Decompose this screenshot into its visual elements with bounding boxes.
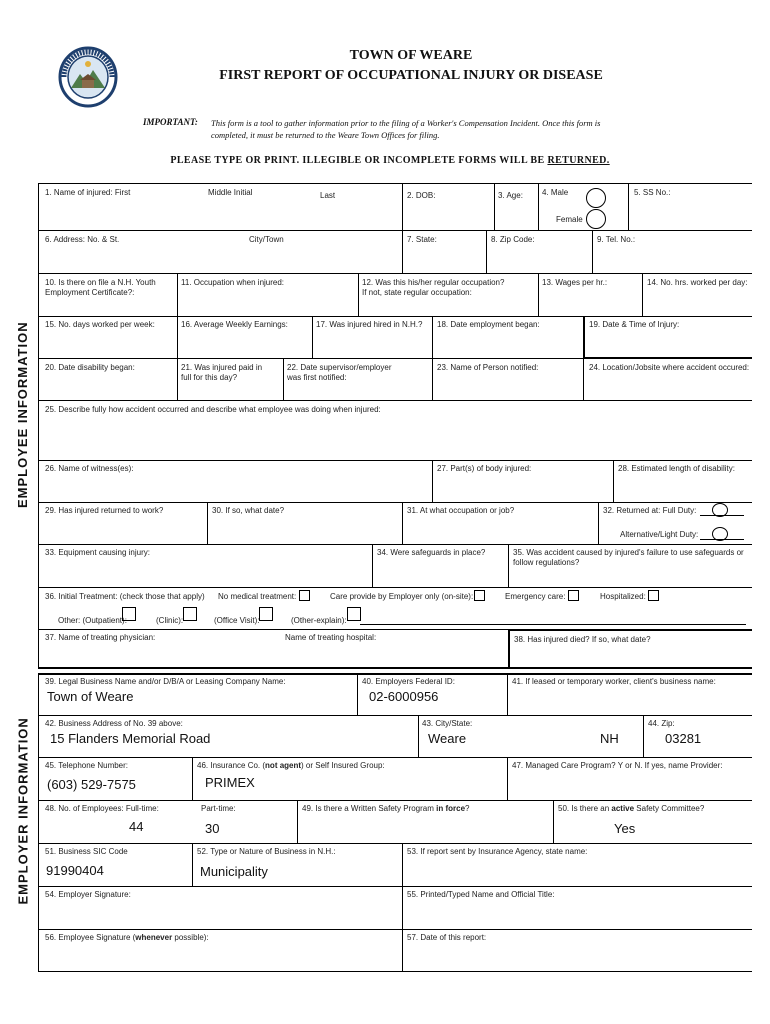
important-text: This form is a tool to gather information prior to the filing of a Worker's Compensation Incident. Once this form is completed, it must be returned to the Weare Town Offices for filing. [211,118,601,140]
field-50-label-b: active [611,804,635,813]
safety-committee-value[interactable]: Yes [614,821,636,836]
city-value[interactable]: Weare [428,731,467,746]
state-value[interactable]: NH [600,731,619,746]
field-22-label: 22. Date supervisor/employer was first notified: [287,363,392,382]
field-5-label: 5. SS No.: [634,188,671,197]
form-title: TOWN OF WEARE [349,48,473,63]
field-50-label-c: Safety Committee? [634,804,705,813]
field-24-label: 24. Location/Jobsite where accident occured: [589,363,750,372]
sic-code-value[interactable]: 91990404 [46,863,104,878]
business-address-value[interactable]: 15 Flanders Memorial Road [50,731,211,746]
field-1-label: 1. Name of injured: First [45,188,131,197]
business-type-value[interactable]: Municipality [200,864,268,879]
treatment-office-label: (Office Visit): [214,616,260,625]
field-4-label: 4. Male [542,188,569,197]
treatment-outpatient-checkbox[interactable] [122,607,136,621]
field-4-female-label: Female [556,215,583,224]
field-28-label: 28. Estimated length of disability: [618,464,735,473]
field-13-label: 13. Wages per hr.: [542,278,608,287]
field-10-label: 10. Is there on file a N.H. Youth Employment Certificate?: [45,278,156,297]
federal-id-value[interactable]: 02-6000956 [369,689,439,704]
field-50-label [558,804,704,814]
field-46-label-c: ) or Self Insured Group: [301,761,385,770]
treatment-clinic-checkbox[interactable] [183,607,197,621]
field-17-label: 17. Was injured hired in N.H.? [316,320,423,329]
field-6-city-label: City/Town [249,235,284,244]
treatment-emergency-checkbox[interactable] [568,590,579,601]
female-radio[interactable] [586,209,606,229]
field-1-last-label: Last [320,191,336,200]
field-11-label: 11. Occupation when injured: [181,278,285,287]
treatment-other-label: (Other-explain): [291,616,347,625]
field-47-label: 47. Managed Care Program? Y or N. If yes, name Provider: [512,761,723,770]
treatment-hospitalized-checkbox[interactable] [648,590,659,601]
field-18-label: 18. Date employment began: [437,320,540,329]
telephone-value[interactable]: (603) 529-7575 [47,777,136,792]
field-8-label: 8. Zip Code: [491,235,535,244]
field-55-label: 55. Printed/Typed Name and Official Title: [407,890,555,899]
field-53-label: 53. If report sent by Insurance Agency, state name: [407,847,588,856]
field-54-label: 54. Employer Signature: [45,890,131,899]
treatment-none-checkbox[interactable] [299,590,310,601]
field-49-label-c: ? [465,804,470,813]
field-49-label [302,804,470,814]
field-29-label: 29. Has injured returned to work? [45,506,164,515]
field-50-label-a: 50. Is there an [558,804,612,813]
field-26-label: 26. Name of witness(es): [45,464,134,473]
field-45-label: 45. Telephone Number: [45,761,129,770]
field-3-label: 3. Age: [498,191,523,200]
field-2-label: 2. DOB: [407,191,436,200]
field-32-alt-label: Alternative/Light Duty: [620,530,699,539]
important-label: IMPORTANT: [143,117,198,127]
field-49-label-a: 49. Is there a Written Safety Program [302,804,437,813]
field-46-label-b: not agent [265,761,302,770]
field-43-label: 43. City/State: [422,719,473,728]
field-56-label-c: possible): [172,933,209,942]
field-9-label: 9. Tel. No.: [597,235,636,244]
fulltime-employees-value[interactable]: 44 [129,819,144,834]
employee-section-label: EMPLOYEE INFORMATION [15,321,30,508]
treatment-employer-checkbox[interactable] [474,590,485,601]
instructions [0,155,770,166]
field-35-label: 35. Was accident caused by injured's failure to use safeguards or follow regulations? [513,548,744,567]
insurance-value[interactable]: PRIMEX [205,775,255,790]
employer-section-label: EMPLOYER INFORMATION [15,717,31,905]
business-name-value[interactable]: Town of Weare [47,689,134,704]
field-49-label-b: in force [436,804,466,813]
field-19-label: 19. Date & Time of Injury: [589,320,680,329]
field-14-label: 14. No. hrs. worked per day: [647,278,748,287]
field-31-label: 31. At what occupation or job? [407,506,515,515]
treatment-hospitalized-label: Hospitalized: [600,592,646,601]
field-48-label: 48. No. of Employees: Full-time: [45,804,159,813]
field-39-label: 39. Legal Business Name and/or D/B/A or Leasing Company Name: [45,677,286,686]
field-7-label: 7. State: [407,235,437,244]
field-56-label-b: whenever [135,933,173,942]
treatment-emergency-label: Emergency care: [505,592,566,601]
field-51-label: 51. Business SIC Code [45,847,128,856]
field-40-label: 40. Employers Federal ID: [362,677,455,686]
field-56-label [45,933,209,943]
instructions-prefix: PLEASE TYPE OR PRINT. ILLEGIBLE OR INCOMPLETE FORMS WILL BE [170,155,548,166]
field-30-label: 30. If so, what date? [212,506,285,515]
field-38-label: 38. Has injured died? If so, what date? [514,635,651,644]
form-subtitle: FIRST REPORT OF OCCUPATIONAL INJURY OR DISEASE [219,68,603,83]
field-23-label: 23. Name of Person notified: [437,363,539,372]
field-15-label: 15. No. days worked per week: [45,320,155,329]
treatment-office-checkbox[interactable] [259,607,273,621]
light-duty-radio[interactable] [712,527,728,541]
zip-value[interactable]: 03281 [665,731,702,746]
field-1-middle-label: Middle Initial [208,188,253,197]
field-34-label: 34. Were safeguards in place? [377,548,486,557]
field-36-label: 36. Initial Treatment: (check those that apply) [45,592,205,601]
full-duty-radio[interactable] [712,503,728,517]
field-41-label: 41. If leased or temporary worker, client's business name: [512,677,716,686]
treatment-employer-label: Care provide by Employer only (on-site): [330,592,474,601]
treatment-none-label: No medical treatment: [218,592,297,601]
treatment-clinic-label: (Clinic): [156,616,184,625]
treatment-other-checkbox[interactable] [347,607,361,621]
instructions-emphasis: RETURNED. [547,155,610,166]
field-52-label: 52. Type or Nature of Business in N.H.: [197,847,336,856]
field-16-label: 16. Average Weekly Earnings: [181,320,288,329]
field-32-label: 32. Returned at: Full Duty: [603,506,697,515]
treatment-outpatient-label: Other: (Outpatient): [58,616,127,625]
field-25-label: 25. Describe fully how accident occurred and describe what employee was doing when injured: [45,405,381,414]
male-radio[interactable] [586,188,606,208]
field-21-label: 21. Was injured paid in full for this day? [181,363,263,382]
field-27-label: 27. Part(s) of body injured: [437,464,532,473]
field-37-hospital-label: Name of treating hospital: [285,633,377,642]
field-12-label: 12. Was this his/her regular occupation? If not, state regular occupation: [362,278,505,297]
field-57-label: 57. Date of this report: [407,933,487,942]
field-56-label-a: 56. Employee Signature ( [45,933,136,942]
field-44-label: 44. Zip: [648,719,675,728]
field-6-label: 6. Address: No. & St. [45,235,120,244]
field-46-label-a: 46. Insurance Co. ( [197,761,266,770]
field-37-label: 37. Name of treating physician: [45,633,156,642]
field-48-parttime-label: Part-time: [201,804,236,813]
field-46-label [197,761,385,771]
field-33-label: 33. Equipment causing injury: [45,548,150,557]
parttime-employees-value[interactable]: 30 [205,821,220,836]
field-42-label: 42. Business Address of No. 39 above: [45,719,183,728]
field-20-label: 20. Date disability began: [45,363,135,372]
